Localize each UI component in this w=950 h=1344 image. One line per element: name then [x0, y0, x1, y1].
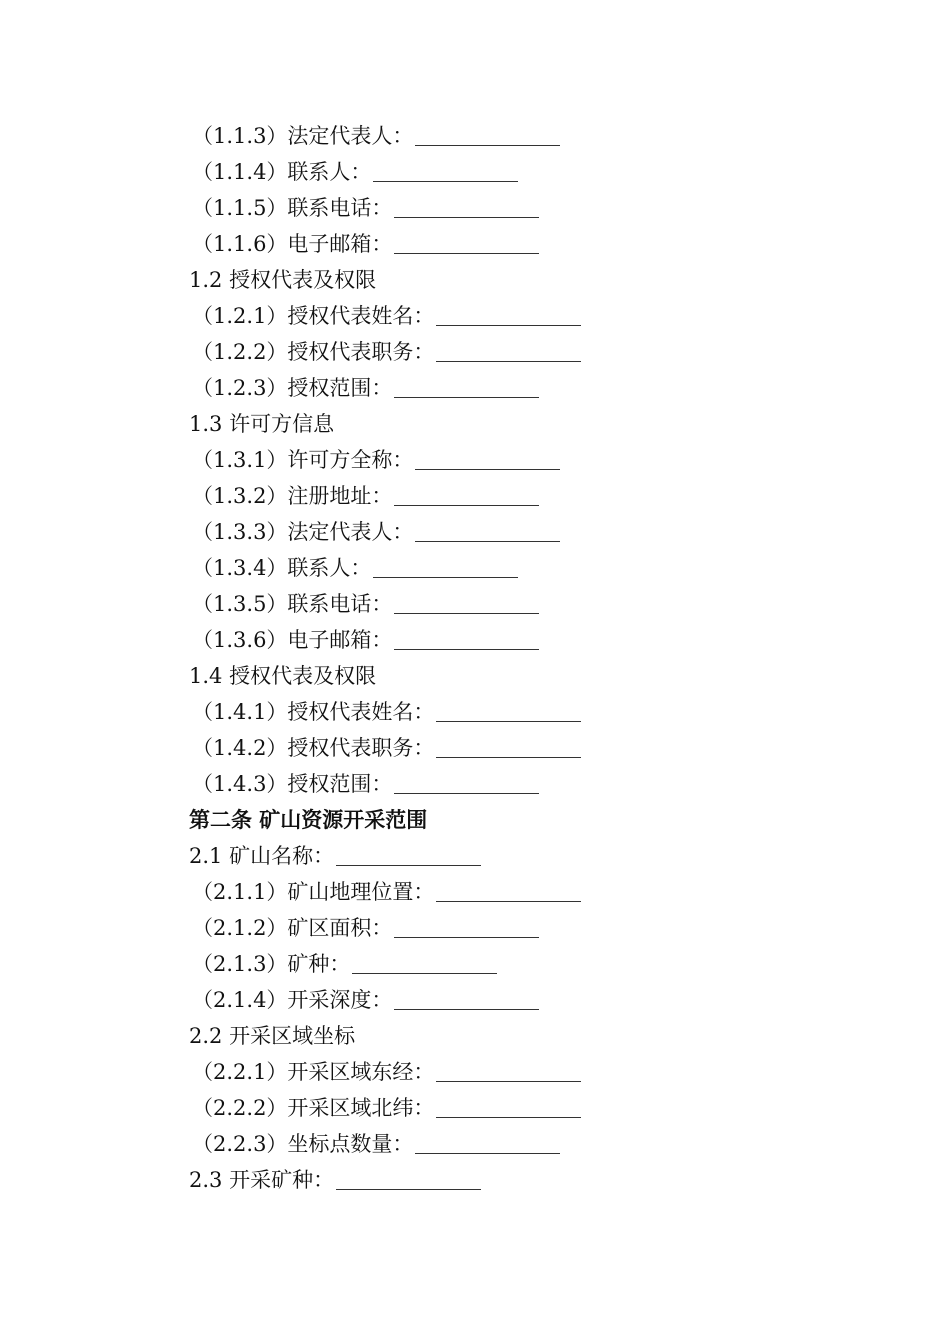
clause-item — [0, 334, 950, 370]
fill-in-blank[interactable] — [373, 555, 518, 578]
clause-item — [0, 1090, 950, 1126]
line-label: （2.2.2）开采区域北纬： — [192, 1096, 435, 1120]
line-label: （1.3.6）电子邮箱： — [192, 628, 393, 652]
clause-item — [0, 298, 950, 334]
section-heading — [0, 262, 950, 298]
line-label: （1.2.1）授权代表姓名： — [192, 304, 435, 328]
section-heading — [0, 658, 950, 694]
section-heading — [0, 1162, 950, 1198]
line-label: 1.3 许可方信息 — [189, 412, 335, 436]
line-label: （2.2.3）坐标点数量： — [192, 1132, 414, 1156]
clause-item — [0, 442, 950, 478]
line-label: （1.1.5）联系电话： — [192, 196, 393, 220]
clause-item — [0, 226, 950, 262]
line-label: （1.1.6）电子邮箱： — [192, 232, 393, 256]
line-label: （1.2.2）授权代表职务： — [192, 340, 435, 364]
clause-item — [0, 190, 950, 226]
fill-in-blank[interactable] — [415, 519, 560, 542]
clause-item — [0, 154, 950, 190]
clause-item — [0, 982, 950, 1018]
section-heading — [0, 838, 950, 874]
clause-item — [0, 118, 950, 154]
fill-in-blank[interactable] — [415, 1131, 560, 1154]
line-label: （2.1.1）矿山地理位置： — [192, 880, 435, 904]
clause-item — [0, 514, 950, 550]
line-label: （1.4.2）授权代表职务： — [192, 736, 435, 760]
fill-in-blank[interactable] — [436, 1059, 581, 1082]
fill-in-blank[interactable] — [436, 1095, 581, 1118]
fill-in-blank[interactable] — [415, 447, 560, 470]
clause-item — [0, 946, 950, 982]
article-heading — [0, 802, 950, 838]
fill-in-blank[interactable] — [394, 591, 539, 614]
fill-in-blank[interactable] — [436, 303, 581, 326]
line-label: （1.3.2）注册地址： — [192, 484, 393, 508]
line-label: 2.2 开采区域坐标 — [189, 1024, 356, 1048]
line-label: （1.3.5）联系电话： — [192, 592, 393, 616]
fill-in-blank[interactable] — [394, 483, 539, 506]
clause-item — [0, 730, 950, 766]
fill-in-blank[interactable] — [394, 195, 539, 218]
line-label: 2.1 矿山名称： — [189, 844, 335, 868]
document-page — [0, 118, 950, 1198]
clause-item — [0, 874, 950, 910]
clause-item — [0, 694, 950, 730]
line-label: （2.1.2）矿区面积： — [192, 916, 393, 940]
clause-item — [0, 766, 950, 802]
line-label: （1.1.4）联系人： — [192, 160, 372, 184]
clause-item — [0, 370, 950, 406]
line-label: （1.4.1）授权代表姓名： — [192, 700, 435, 724]
clause-item — [0, 550, 950, 586]
section-heading — [0, 1018, 950, 1054]
line-label: （1.3.1）许可方全称： — [192, 448, 414, 472]
clause-item — [0, 1054, 950, 1090]
fill-in-blank[interactable] — [394, 375, 539, 398]
line-label: 1.2 授权代表及权限 — [189, 268, 377, 292]
fill-in-blank[interactable] — [394, 915, 539, 938]
line-label: （1.2.3）授权范围： — [192, 376, 393, 400]
fill-in-blank[interactable] — [436, 879, 581, 902]
line-label: 2.3 开采矿种： — [189, 1168, 335, 1192]
fill-in-blank[interactable] — [373, 159, 518, 182]
fill-in-blank[interactable] — [336, 1167, 481, 1190]
clause-item — [0, 478, 950, 514]
clause-item — [0, 1126, 950, 1162]
fill-in-blank[interactable] — [394, 627, 539, 650]
contract-lines — [0, 118, 950, 1198]
line-label: 第二条 矿山资源开采范围 — [189, 808, 428, 832]
fill-in-blank[interactable] — [336, 843, 481, 866]
fill-in-blank[interactable] — [394, 771, 539, 794]
section-heading — [0, 406, 950, 442]
line-label: （1.3.3）法定代表人： — [192, 520, 414, 544]
line-label: 1.4 授权代表及权限 — [189, 664, 377, 688]
line-label: （2.1.4）开采深度： — [192, 988, 393, 1012]
clause-item — [0, 586, 950, 622]
fill-in-blank[interactable] — [436, 735, 581, 758]
fill-in-blank[interactable] — [415, 123, 560, 146]
line-label: （1.3.4）联系人： — [192, 556, 372, 580]
fill-in-blank[interactable] — [394, 231, 539, 254]
line-label: （1.1.3）法定代表人： — [192, 124, 414, 148]
fill-in-blank[interactable] — [436, 339, 581, 362]
fill-in-blank[interactable] — [436, 699, 581, 722]
line-label: （2.2.1）开采区域东经： — [192, 1060, 435, 1084]
clause-item — [0, 910, 950, 946]
line-label: （2.1.3）矿种： — [192, 952, 351, 976]
line-label: （1.4.3）授权范围： — [192, 772, 393, 796]
fill-in-blank[interactable] — [352, 951, 497, 974]
clause-item — [0, 622, 950, 658]
fill-in-blank[interactable] — [394, 987, 539, 1010]
